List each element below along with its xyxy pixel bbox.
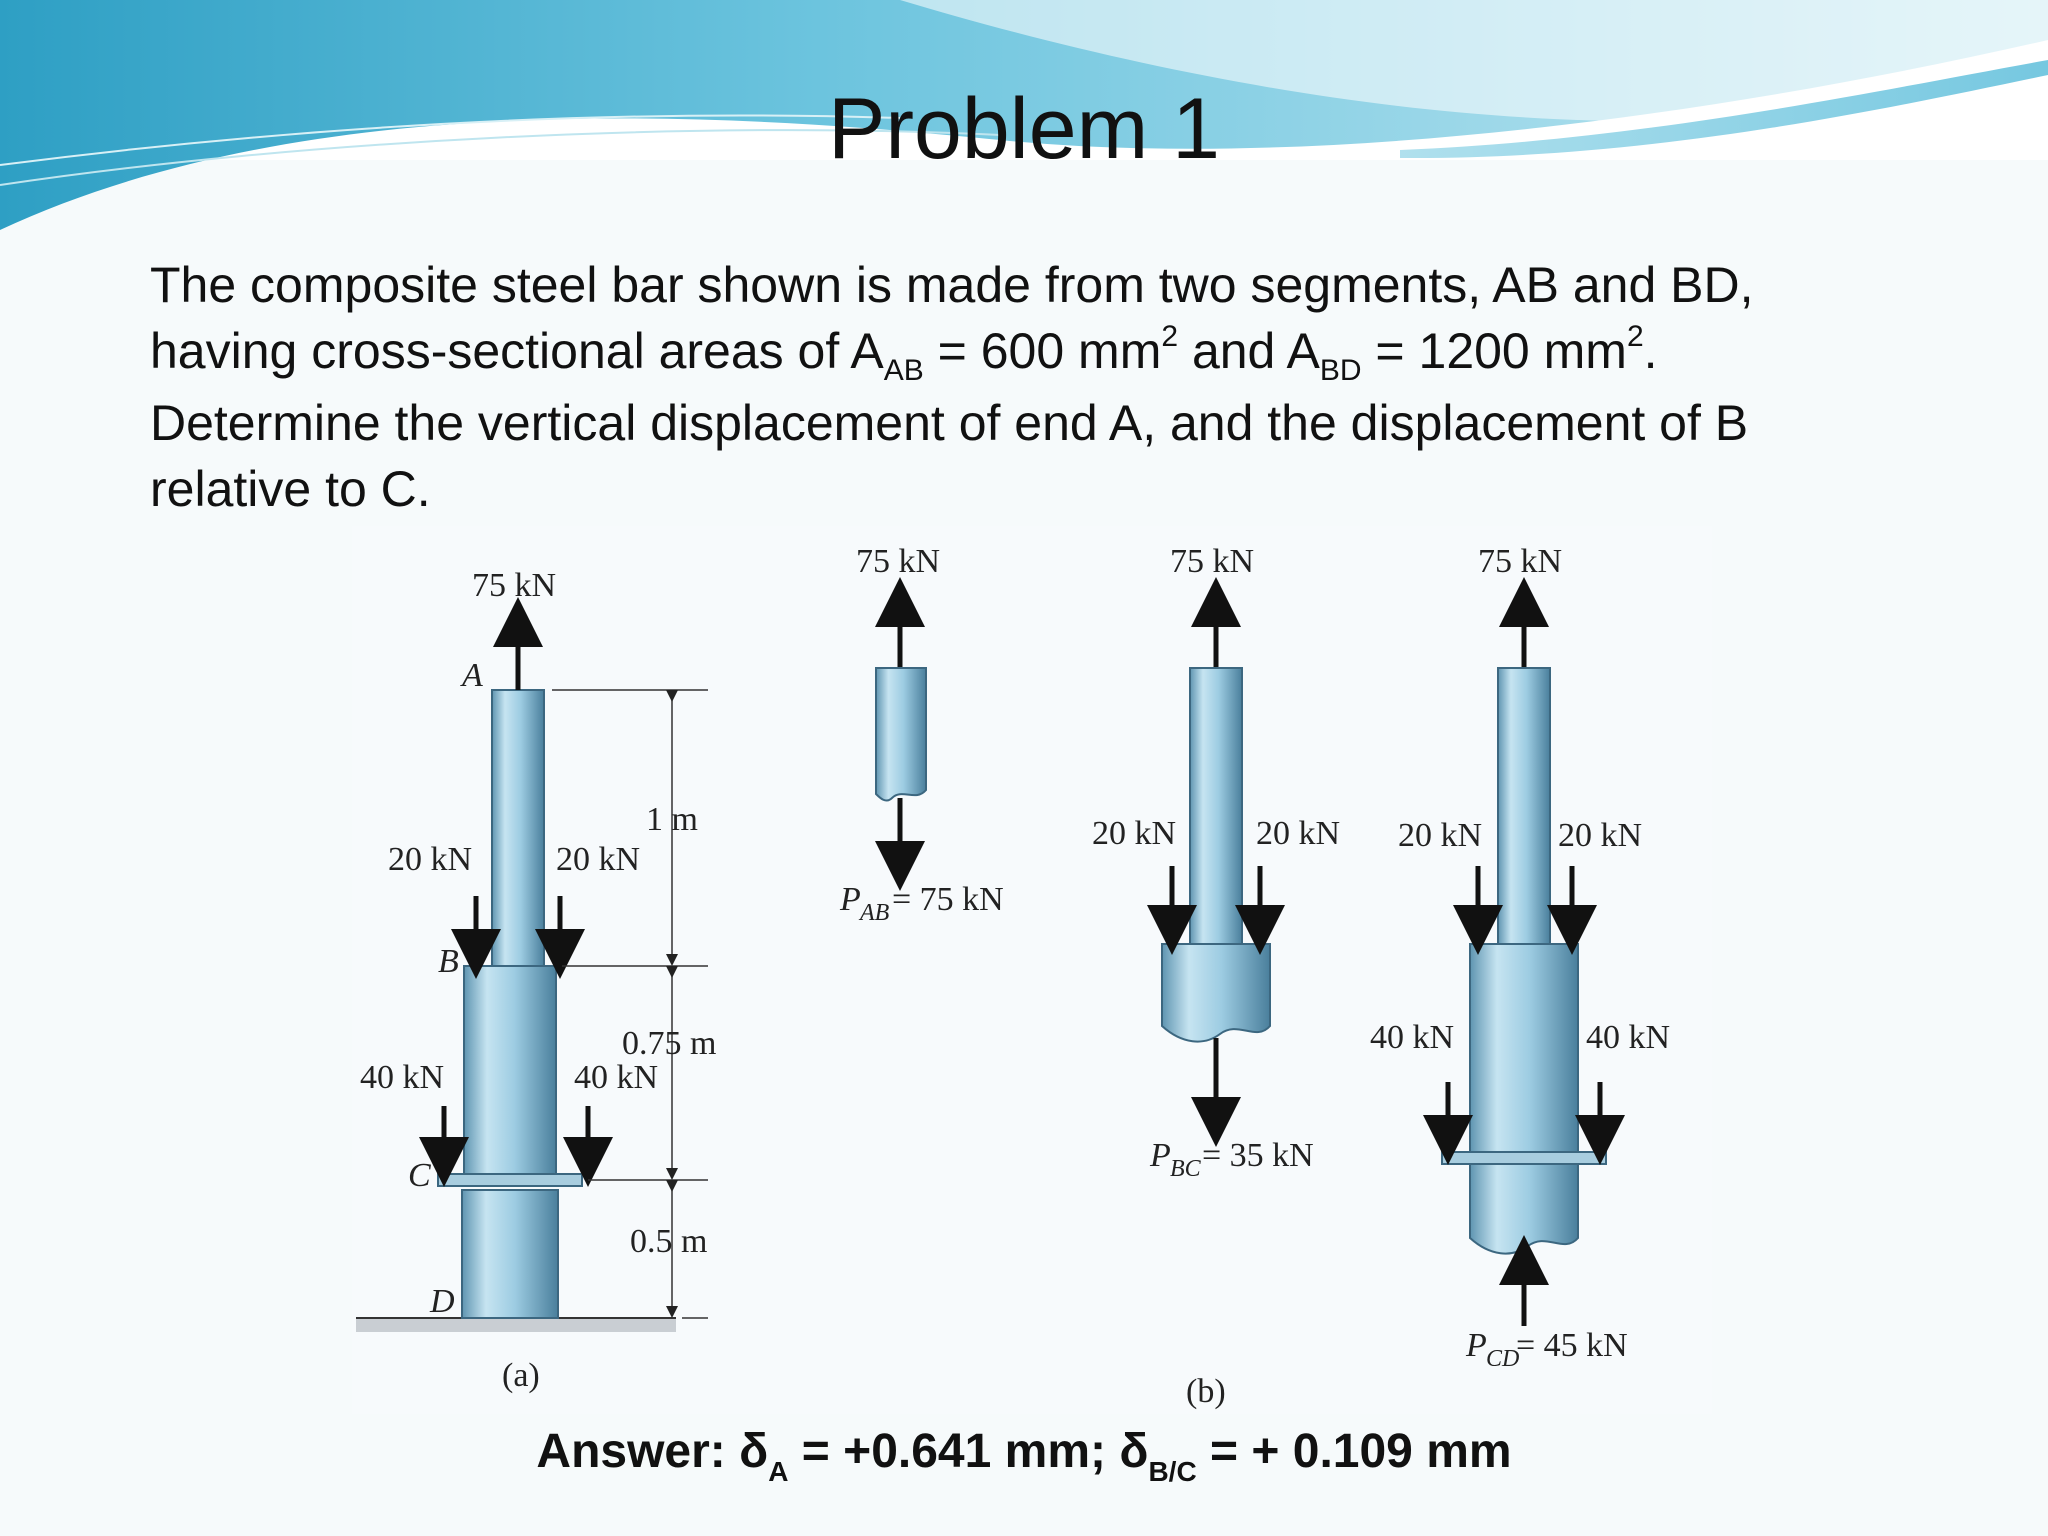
- fbd3-p-sub: CD: [1486, 1346, 1520, 1372]
- text-fragment: .: [1643, 323, 1658, 379]
- fbd3-right2-label: 40 kN: [1586, 1019, 1671, 1056]
- fbd2-top-label: 75 kN: [1170, 543, 1255, 580]
- ground: [356, 1318, 676, 1332]
- text-fragment: and A: [1178, 323, 1320, 379]
- subscript: A: [768, 1456, 789, 1487]
- superscript: 2: [1161, 320, 1179, 353]
- fbd3-p-value: = 45 kN: [1516, 1327, 1628, 1364]
- point-b-label: B: [438, 943, 459, 980]
- answer-line: [0, 1424, 2048, 1487]
- slide-title: Problem 1: [828, 81, 1220, 177]
- fbd2-right-label: 20 kN: [1256, 815, 1341, 852]
- fbd3-collar: [1442, 1152, 1606, 1164]
- dimension-label-cd: 0.5 m: [630, 1223, 708, 1260]
- problem-line-2: [150, 318, 1930, 387]
- collar-c: [438, 1174, 582, 1186]
- fbd1-p-label: P: [840, 881, 861, 918]
- fbd2-p-sub: BC: [1170, 1156, 1201, 1182]
- fbd1-p-sub: AB: [860, 900, 890, 926]
- fbd2-lower-bar: [1162, 944, 1270, 1042]
- problem-line-1: The composite steel bar shown is made from two segments, AB and BD,: [150, 257, 1754, 313]
- point-a-label: A: [462, 657, 483, 694]
- load-label-40-left: 40 kN: [360, 1059, 445, 1096]
- text-fragment: = +0.641 mm; δ: [788, 1425, 1149, 1478]
- load-label-75: 75 kN: [472, 567, 557, 604]
- fbd2-p-label: P: [1150, 1137, 1171, 1174]
- subscript: B/C: [1148, 1456, 1197, 1487]
- dimension-label-ab: 1 m: [646, 801, 698, 838]
- fbd2-p-value: = 35 kN: [1202, 1137, 1314, 1174]
- load-label-20-right: 20 kN: [556, 841, 641, 878]
- segment-ab: [492, 690, 544, 966]
- segment-cd: [462, 1190, 558, 1318]
- subscript: AB: [883, 354, 924, 387]
- fbd1-bar: [876, 668, 926, 801]
- problem-statement: [150, 252, 1930, 522]
- text-fragment: = 600 mm: [923, 323, 1162, 379]
- fbd3-top-label: 75 kN: [1478, 543, 1563, 580]
- text-fragment: = + 0.109 mm: [1196, 1425, 1512, 1478]
- fbd3-upper-bar: [1498, 668, 1550, 944]
- fbd3-p-label: P: [1466, 1327, 1487, 1364]
- subscript: BD: [1319, 354, 1362, 387]
- fbd3-middle-bar: [1470, 944, 1578, 1174]
- problem-line-3: Determine the vertical displacement of end A, and the displacement of B: [150, 395, 1749, 451]
- caption-a: (a): [502, 1357, 540, 1394]
- fbd1-top-label: 75 kN: [856, 543, 941, 580]
- fbd3-right-label: 20 kN: [1558, 817, 1643, 854]
- caption-b: (b): [1186, 1373, 1226, 1410]
- superscript: 2: [1626, 320, 1644, 353]
- problem-line-4: relative to C.: [150, 461, 431, 517]
- load-label-20-left: 20 kN: [388, 841, 473, 878]
- load-label-40-right: 40 kN: [574, 1059, 659, 1096]
- fbd1-p-value: = 75 kN: [892, 881, 1004, 918]
- segment-bc: [464, 966, 556, 1174]
- fbd2-upper-bar: [1190, 668, 1242, 944]
- fbd3-lower-bar: [1470, 1164, 1578, 1254]
- point-d-label: D: [430, 1283, 455, 1320]
- text-fragment: = 1200 mm: [1361, 323, 1627, 379]
- fbd3-left2-label: 40 kN: [1370, 1019, 1455, 1056]
- fbd2-left-label: 20 kN: [1092, 815, 1177, 852]
- fbd3-left-label: 20 kN: [1398, 817, 1483, 854]
- dimension-label-bc: 0.75 m: [622, 1025, 717, 1062]
- text-fragment: Answer: δ: [536, 1425, 769, 1478]
- point-c-label: C: [408, 1157, 431, 1194]
- bar-diagram: [352, 526, 1712, 1414]
- text-fragment: having cross-sectional areas of A: [150, 323, 884, 379]
